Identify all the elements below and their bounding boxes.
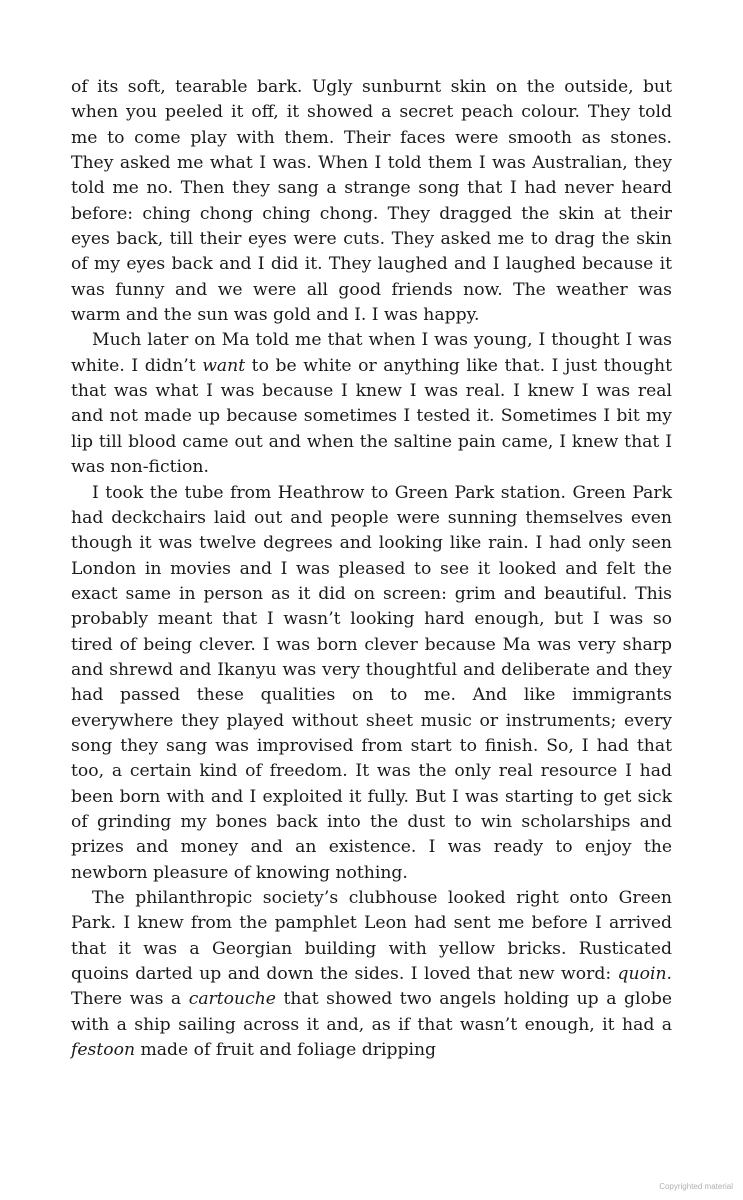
paragraph-2 xyxy=(71,328,672,480)
paragraph-4-text-b: . There was a xyxy=(71,964,672,1010)
paragraph-4-text-c: that showed two angels holding up a globe with a ship sailing across it and, as if that wasn’t enough, it had a xyxy=(71,989,672,1035)
copyright-watermark: Copyrighted material xyxy=(659,1182,733,1191)
paragraph-3-text: I took the tube from Heathrow to Green Park station. Green Park had deckchairs laid out and people were sunning themselves even though it was twelve degrees and looking like rain. I had only seen London in movies and I was pleased to see it looked and felt the exact same in person as it did on screen: grim and beautiful. This probably meant that I wasn’t looking hard enough, but I was so tired of being clever. I was born clever because Ma was very sharp and shrewd and Ikanyu was very thoughtful and deliberate and they had passed these qualities on to me. And like immigrants everywhere they played without sheet music or instruments; every song they sang was improvised from start to finish. So, I had that too, a certain kind of freedom. It was the only real resource I had been born with and I exploited it fully. But I was starting to get sick of grinding my bones back into the dust to win scholarships and prizes and money and an existence. I was ready to enjoy the newborn pleasure of knowing nothing. xyxy=(71,482,672,883)
paragraph-2-emphasis-want: want xyxy=(202,355,246,376)
paragraph-4-text-d: made of fruit and foliage dripping xyxy=(135,1040,437,1061)
book-page-body xyxy=(71,75,672,1063)
paragraph-1 xyxy=(71,75,672,328)
paragraph-4-emphasis-festoon: festoon xyxy=(71,1040,136,1061)
paragraph-1-text: of its soft, tearable bark. Ugly sunburnt skin on the outside, but when you peeled it off, it showed a secret peach colour. They told me to come play with them. Their faces were smooth as stones. They asked me what I was. When I told them I was Australian, they told me no. Then they sang a strange song that I had never heard before: ching chong ching chong. They dragged the skin at their eyes back, till their eyes were cuts. They asked me to drag the skin of my eyes back and I did it. They laughed and I laughed because it was funny and we were all good friends now. The weather was warm and the sun was gold and I. I was happy. xyxy=(71,77,672,326)
paragraph-4-emphasis-cartouche: cartouche xyxy=(188,989,276,1010)
paragraph-3 xyxy=(71,481,672,887)
paragraph-2-text-b: to be white or anything like that. I just thought that was what I was because I knew I was real. I knew I was real and not made up because sometimes I tested it. Sometimes I bit my lip till blood came out and when the saltine pain came, I knew that I was non-fiction. xyxy=(71,355,672,478)
paragraph-4 xyxy=(71,886,672,1063)
paragraph-4-text-a: The philanthropic society’s clubhouse looked right onto Green Park. I knew from the pamphlet Leon had sent me before I arrived that it was a Georgian building with yellow bricks. Rusticated quoins darted up and down the sides. I loved that new word: xyxy=(71,888,672,985)
paragraph-4-emphasis-quoin: quoin xyxy=(617,964,667,985)
paragraph-2-text-a: Much later on Ma told me that when I was young, I thought I was white. I didn’t xyxy=(71,330,672,376)
